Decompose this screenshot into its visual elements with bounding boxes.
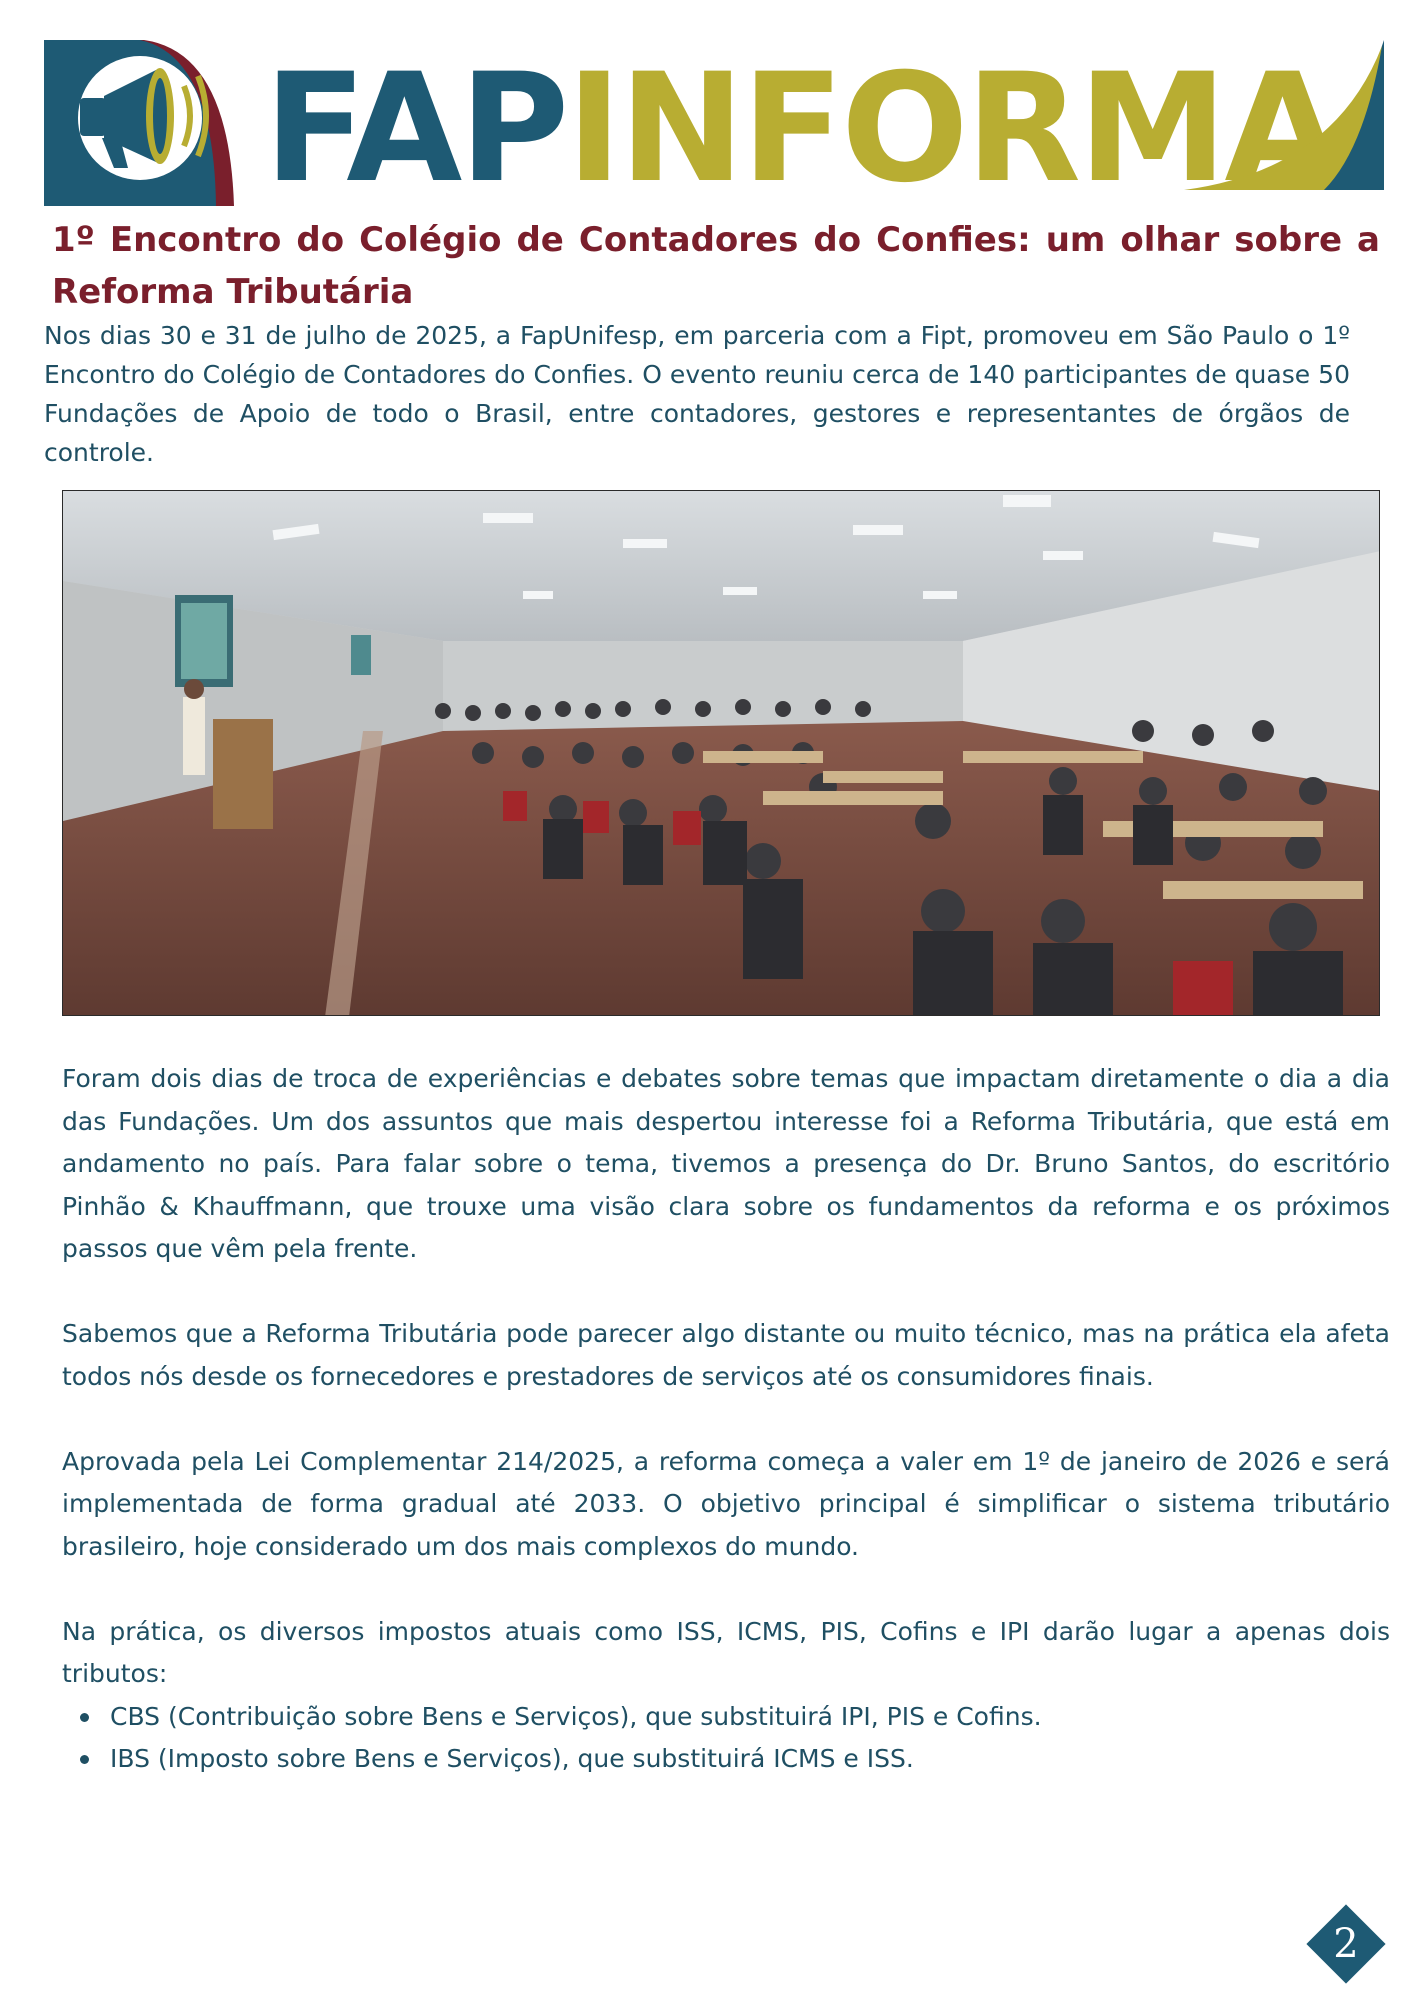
podium xyxy=(213,719,273,829)
body-paragraph: Sabemos que a Reforma Tributária pode parecer algo distante ou muito técnico, mas na prática ela afeta todos nós desde os fornecedores e prestadores de serviços até os consumidores finais. xyxy=(62,1319,1390,1391)
swoosh-icon xyxy=(1164,40,1384,190)
body-paragraph: Na prática, os diversos impostos atuais como ISS, ICMS, PIS, Cofins e IPI darão lugar a apenas dois tributos: xyxy=(62,1616,1390,1688)
logo-fap-text: FAP xyxy=(264,42,567,216)
body-paragraph: Foram dois dias de troca de experiências e debates sobre temas que impactam diretamente o dia a dia das Fundações. Um dos assuntos que mais despertou interesse foi a Reforma Tributária, que está em andamento no país. Para falar sobre o tema, tivemos a presença do Dr. Bruno Santos, do escritório Pinhão & Khauffmann, que trouxe uma visão clara sobre os fundamentos da reforma e os próximos passos que vêm pela frente. xyxy=(62,1064,1390,1263)
fapinforma-logo xyxy=(44,40,1384,216)
page-number-badge xyxy=(1306,1904,1386,1984)
article-body xyxy=(62,1058,1390,1781)
auditorium-illustration xyxy=(63,491,1380,1016)
megaphone-icon xyxy=(44,40,240,206)
body-paragraph: Aprovada pela Lei Complementar 214/2025, a reforma começa a valer em 1º de janeiro de 2026 e será implementada de forma gradual até 2033. O objetivo principal é simplificar o sistema tributário brasileiro, hoje considerado um dos mais complexos do mundo. xyxy=(62,1446,1390,1561)
speaker-figure xyxy=(183,697,205,775)
list-item: IBS (Imposto sobre Bens e Serviços), que substituirá ICMS e ISS. xyxy=(62,1738,1390,1781)
article-lead: Nos dias 30 e 31 de julho de 2025, a FapUnifesp, em parceria com a Fipt, promoveu em São Paulo o 1º Encontro do Colégio de Contadores do Confies. O evento reuniu cerca de 140 participantes de quase 50 Fundações de Apoio de todo o Brasil, entre contadores, gestores e representantes de órgãos de controle. xyxy=(44,321,1350,467)
list-item: CBS (Contribuição sobre Bens e Serviços), que substituirá IPI, PIS e Cofins. xyxy=(62,1696,1390,1739)
page-number: 2 xyxy=(1333,1921,1359,1967)
logo-informa-text: INFORMA xyxy=(566,42,1338,216)
event-photo xyxy=(62,490,1380,1016)
tax-list xyxy=(62,1696,1390,1781)
article-title: 1º Encontro do Colégio de Contadores do Confies: um olhar sobre a Reforma Tributária xyxy=(52,220,1380,312)
